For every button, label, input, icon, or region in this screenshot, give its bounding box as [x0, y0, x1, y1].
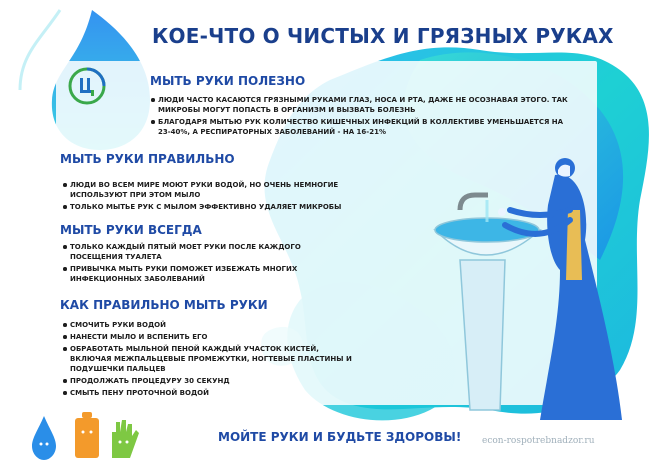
water-drop-mascot-icon	[32, 416, 56, 460]
mascots-illustration	[30, 408, 145, 463]
list-item: ОБРАБОТАТЬ МЫЛЬНОЙ ПЕНОЙ КАЖДЫЙ УЧАСТОК КИСТЕЙ, ВКЛЮЧАЯ МЕЖПАЛЬЦЕВЫЕ ПРОМЕЖУТКИ, НОГТЕВЫЕ ПЛАСТИНЫ И ПОДУШЕЧКИ ПАЛЬЦЕВ	[62, 344, 362, 374]
list-item: БЛАГОДАРЯ МЫТЬЮ РУК КОЛИЧЕСТВО КИШЕЧНЫХ ИНФЕКЦИЙ В КОЛЛЕКТИВЕ УМЕНЬШАЕТСЯ НА 23-40%, А РЕСПИРАТОРНЫХ ЗАБОЛЕВАНИЙ - НА 16-21%	[150, 117, 570, 137]
list-item: ПРИВЫЧКА МЫТЬ РУКИ ПОМОЖЕТ ИЗБЕЖАТЬ МНОГИХ ИНФЕКЦИОННЫХ ЗАБОЛЕВАНИЙ	[62, 264, 337, 284]
list-item: ЛЮДИ ЧАСТО КАСАЮТСЯ ГРЯЗНЫМИ РУКАМИ ГЛАЗ, НОСА И РТА, ДАЖЕ НЕ ОСОЗНАВАЯ ЭТОГО. ТАК МИКРОБЫ МОГУТ ПОПАСТЬ В ОРГАНИЗМ И ВЫЗВАТЬ БОЛЕЗНЬ	[150, 95, 570, 115]
handwashing-illustration	[430, 150, 630, 430]
list-how	[62, 320, 362, 400]
footer-slogan: МОЙТЕ РУКИ И БУДЬТЕ ЗДОРОВЫ!	[218, 430, 462, 444]
sink-pedestal-icon	[460, 260, 505, 410]
list-item: ПРОДОЛЖАТЬ ПРОЦЕДУРУ 30 СЕКУНД	[62, 376, 362, 386]
list-item: НАНЕСТИ МЫЛО И ВСПЕНИТЬ ЕГО	[62, 332, 362, 342]
list-always	[62, 242, 337, 286]
hand-mascot-icon	[112, 420, 139, 458]
section-heading-always: МЫТЬ РУКИ ВСЕГДА	[60, 223, 202, 237]
list-useful	[150, 95, 570, 139]
section-heading-correct: МЫТЬ РУКИ ПРАВИЛЬНО	[60, 152, 235, 166]
soap-mascot-icon	[75, 418, 99, 458]
page-title: КОЕ-ЧТО О ЧИСТЫХ И ГРЯЗНЫХ РУКАХ	[152, 24, 614, 48]
faucet-icon	[460, 195, 488, 210]
list-correct	[62, 180, 362, 214]
list-item: ТОЛЬКО КАЖДЫЙ ПЯТЫЙ МОЕТ РУКИ ПОСЛЕ КАЖДОГО ПОСЕЩЕНИЯ ТУАЛЕТА	[62, 242, 337, 262]
list-item: ЛЮДИ ВО ВСЕМ МИРЕ МОЮТ РУКИ ВОДОЙ, НО ОЧЕНЬ НЕМНОГИЕ ИСПОЛЬЗУЮТ ПРИ ЭТОМ МЫЛО	[62, 180, 362, 200]
watermark: econ-rospotrebnadzor.ru	[482, 436, 595, 446]
section-heading-useful: МЫТЬ РУКИ ПОЛЕЗНО	[150, 74, 306, 88]
list-item: ТОЛЬКО МЫТЬЕ РУК С МЫЛОМ ЭФФЕКТИВНО УДАЛЯЕТ МИКРОБЫ	[62, 202, 362, 212]
list-item: СМОЧИТЬ РУКИ ВОДОЙ	[62, 320, 362, 330]
section-heading-how: КАК ПРАВИЛЬНО МЫТЬ РУКИ	[60, 298, 268, 312]
rospotrebnadzor-logo	[67, 66, 107, 106]
list-item: СМЫТЬ ПЕНУ ПРОТОЧНОЙ ВОДОЙ	[62, 388, 362, 398]
